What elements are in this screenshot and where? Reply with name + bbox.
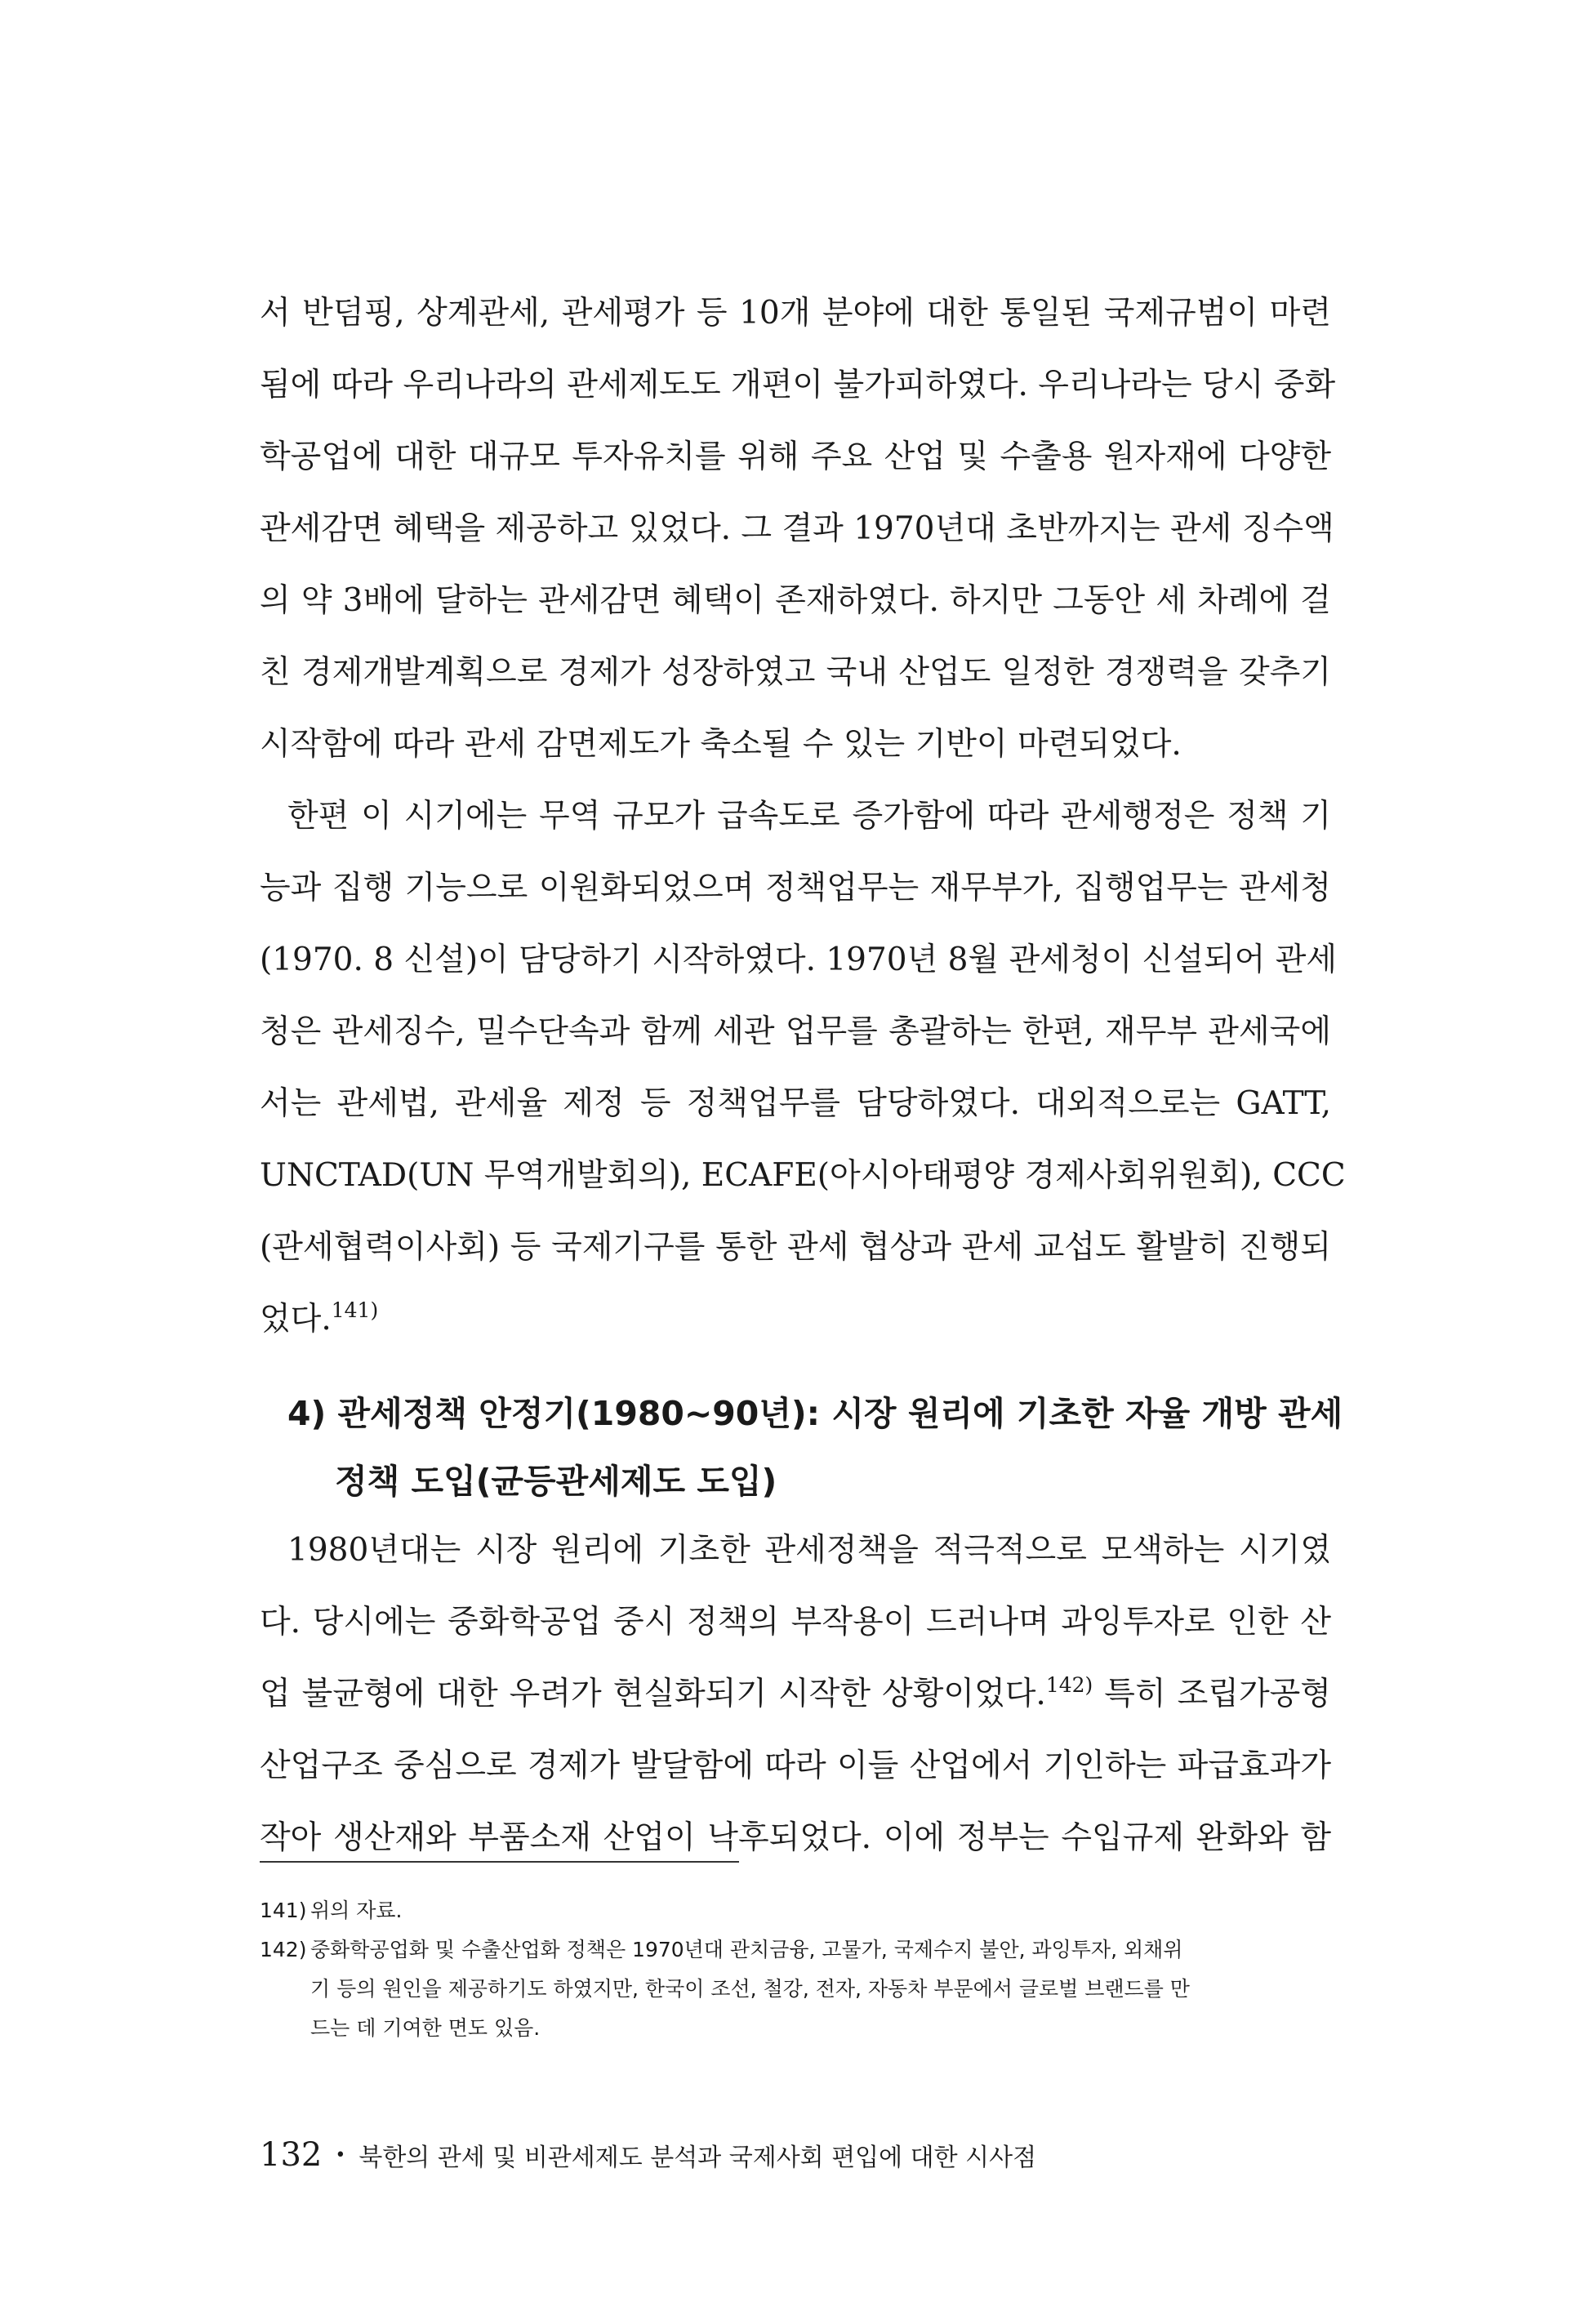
body-line: 한편 이 시기에는 무역 규모가 급속도로 증가함에 따라 관세행정은 정책 기	[287, 798, 1331, 835]
footnote-text: 기 등의 원인을 제공하기도 하였지만, 한국이 조선, 철강, 전자, 자동차 부문에서 글로벌 브랜드를 만	[310, 1977, 1190, 2001]
body-line: 의 약 3배에 달하는 관세감면 혜택이 존재하였다. 하지만 그동안 세 차례에 걸	[260, 582, 1331, 619]
bullet-separator: •	[335, 2145, 346, 2166]
body-text: 업 불균형에 대한 우려가 현실화되기 시작한 상황이었다.	[260, 1676, 1046, 1712]
footnote-text: 위의 자료.	[310, 1899, 403, 1922]
body-line: 청은 관세징수, 밀수단속과 함께 세관 업무를 총괄하는 한편, 재무부 관세국에	[260, 1013, 1331, 1050]
body-line: 능과 집행 기능으로 이원화되었으며 정책업무는 재무부가, 집행업무는 관세청	[260, 870, 1331, 906]
footnote-text: 드는 데 기여한 면도 있음.	[310, 2016, 541, 2040]
body-line: 관세감면 혜택을 제공하고 있었다. 그 결과 1970년대 초반까지는 관세 징수액	[260, 510, 1334, 547]
footnote-separator	[260, 1861, 739, 1863]
body-line: UNCTAD(UN 무역개발회의), ECAFE(아시아태평양 경제사회위원회), CCC	[260, 1157, 1346, 1194]
body-line: 친 경제개발계획으로 경제가 성장하였고 국내 산업도 일정한 경쟁력을 갖추기	[260, 654, 1331, 691]
body-line: 서 반덤핑, 상계관세, 관세평가 등 10개 분야에 대한 통일된 국제규범이 마련	[260, 295, 1331, 332]
body-text: 특히 조립가공형	[1093, 1676, 1331, 1712]
body-line: (1970. 8 신설)이 담당하기 시작하였다. 1970년 8월 관세청이 신설되어 관세	[260, 942, 1338, 978]
body-line: (관세협력이사회) 등 국제기구를 통한 관세 협상과 관세 교섭도 활발히 진행되	[260, 1229, 1331, 1266]
body-line: 시작함에 따라 관세 감면제도가 축소될 수 있는 기반이 마련되었다.	[260, 726, 1182, 763]
footnote-text: 중화학공업화 및 수출산업화 정책은 1970년대 관치금융, 고물가, 국제수지 불안, 과잉투자, 외채위	[310, 1938, 1183, 1961]
body-line: 다. 당시에는 중화학공업 중시 정책의 부작용이 드러나며 과잉투자로 인한 산	[260, 1604, 1331, 1641]
section-heading-line: 4) 관세정책 안정기(1980~90년): 시장 원리에 기초한 자율 개방 관세	[287, 1394, 1343, 1433]
body-text: 었다.	[260, 1301, 332, 1338]
body-line: 작아 생산재와 부품소재 산업이 낙후되었다. 이에 정부는 수입규제 완화와 함	[260, 1819, 1331, 1856]
body-line-with-footnote	[260, 1672, 1331, 1717]
body-line: 됨에 따라 우리나라의 관세제도도 개편이 불가피하였다. 우리나라는 당시 중화	[260, 367, 1336, 403]
footnote-ref-141[interactable]: 141)	[331, 1298, 379, 1322]
running-title: 북한의 관세 및 비관세제도 분석과 국제사회 편입에 대한 시사점	[358, 2144, 1037, 2172]
page-number: 132	[260, 2136, 323, 2174]
footnote-ref-142[interactable]: 142)	[1045, 1673, 1093, 1697]
section-heading-line: 정책 도입(균등관세제도 도입)	[335, 1462, 777, 1501]
body-line-with-footnote	[260, 1297, 1331, 1342]
body-line: 산업구조 중심으로 경제가 발달함에 따라 이들 산업에서 기인하는 파급효과가	[260, 1747, 1331, 1784]
body-line: 학공업에 대한 대규모 투자유치를 위해 주요 산업 및 수출용 원자재에 다양한	[260, 439, 1331, 475]
body-line: 1980년대는 시장 원리에 기초한 관세정책을 적극적으로 모색하는 시기였	[287, 1532, 1331, 1569]
footnote-number: 141)	[260, 1899, 307, 1922]
page-footer	[260, 2135, 1036, 2175]
footnote-number: 142)	[260, 1938, 307, 1961]
body-line: 서는 관세법, 관세율 제정 등 정책업무를 담당하였다. 대외적으로는 GATT,	[260, 1085, 1331, 1122]
